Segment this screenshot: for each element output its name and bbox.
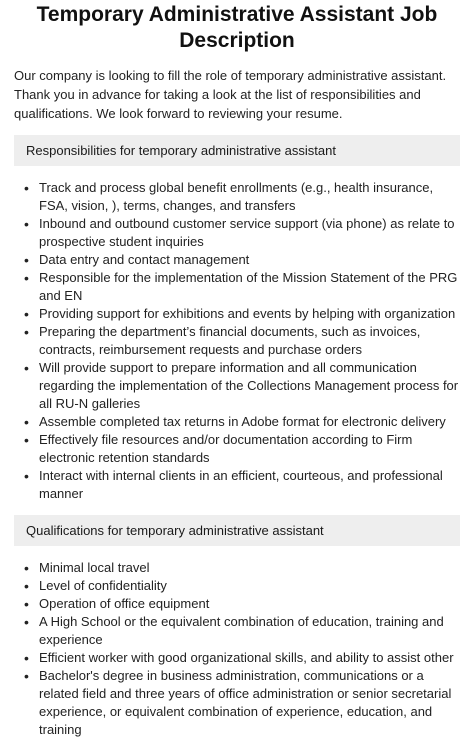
- intro-paragraph: Our company is looking to fill the role of temporary administrative assistant. Thank you in advance for taking a look at the list of responsibilities and qualifications. We look forward to reviewing your resume.: [14, 68, 447, 121]
- qualifications-heading: Qualifications for temporary administrative assistant: [14, 515, 460, 546]
- list-item: • Track and process global benefit enrollments (e.g., health insurance, FSA, vision, ), terms, changes, and transfers: [24, 179, 460, 215]
- list-item: • Bachelor's degree in business administration, communications or a related field and three years of office administration or senior secretarial experience, or equivalent combination of experience, education, and training: [24, 667, 460, 739]
- list-item: • A High School or the equivalent combination of education, training and experience: [24, 613, 460, 649]
- list-item: • Efficient worker with good organizational skills, and ability to assist other: [24, 649, 460, 667]
- list-item: • Level of confidentiality: [24, 577, 460, 595]
- list-item: • Effectively file resources and/or documentation according to Firm electronic retention standards: [24, 431, 460, 467]
- responsibilities-heading: Responsibilities for temporary administrative assistant: [14, 135, 460, 166]
- list-item: • Will provide support to prepare information and all communication regarding the implementation of the Collections Management process for all RU-N galleries: [24, 359, 460, 413]
- list-item: • Operation of office equipment: [24, 595, 460, 613]
- page-title: Temporary Administrative Assistant Job Description: [36, 3, 438, 52]
- qualifications-list: [14, 559, 460, 739]
- list-item: • Minimal local travel: [24, 559, 460, 577]
- list-item: • Inbound and outbound customer service support (via phone) as relate to prospective student inquiries: [24, 215, 460, 251]
- list-item: • Data entry and contact management: [24, 251, 460, 269]
- responsibilities-list: [14, 179, 460, 503]
- list-item: • Responsible for the implementation of the Mission Statement of the PRG and EN: [24, 269, 460, 305]
- list-item: • Assemble completed tax returns in Adobe format for electronic delivery: [24, 413, 460, 431]
- list-item: • Interact with internal clients in an efficient, courteous, and professional manner: [24, 467, 460, 503]
- list-item: • Providing support for exhibitions and events by helping with organization: [24, 305, 460, 323]
- list-item: • Preparing the department’s financial documents, such as invoices, contracts, reimbursement requests and purchase orders: [24, 323, 460, 359]
